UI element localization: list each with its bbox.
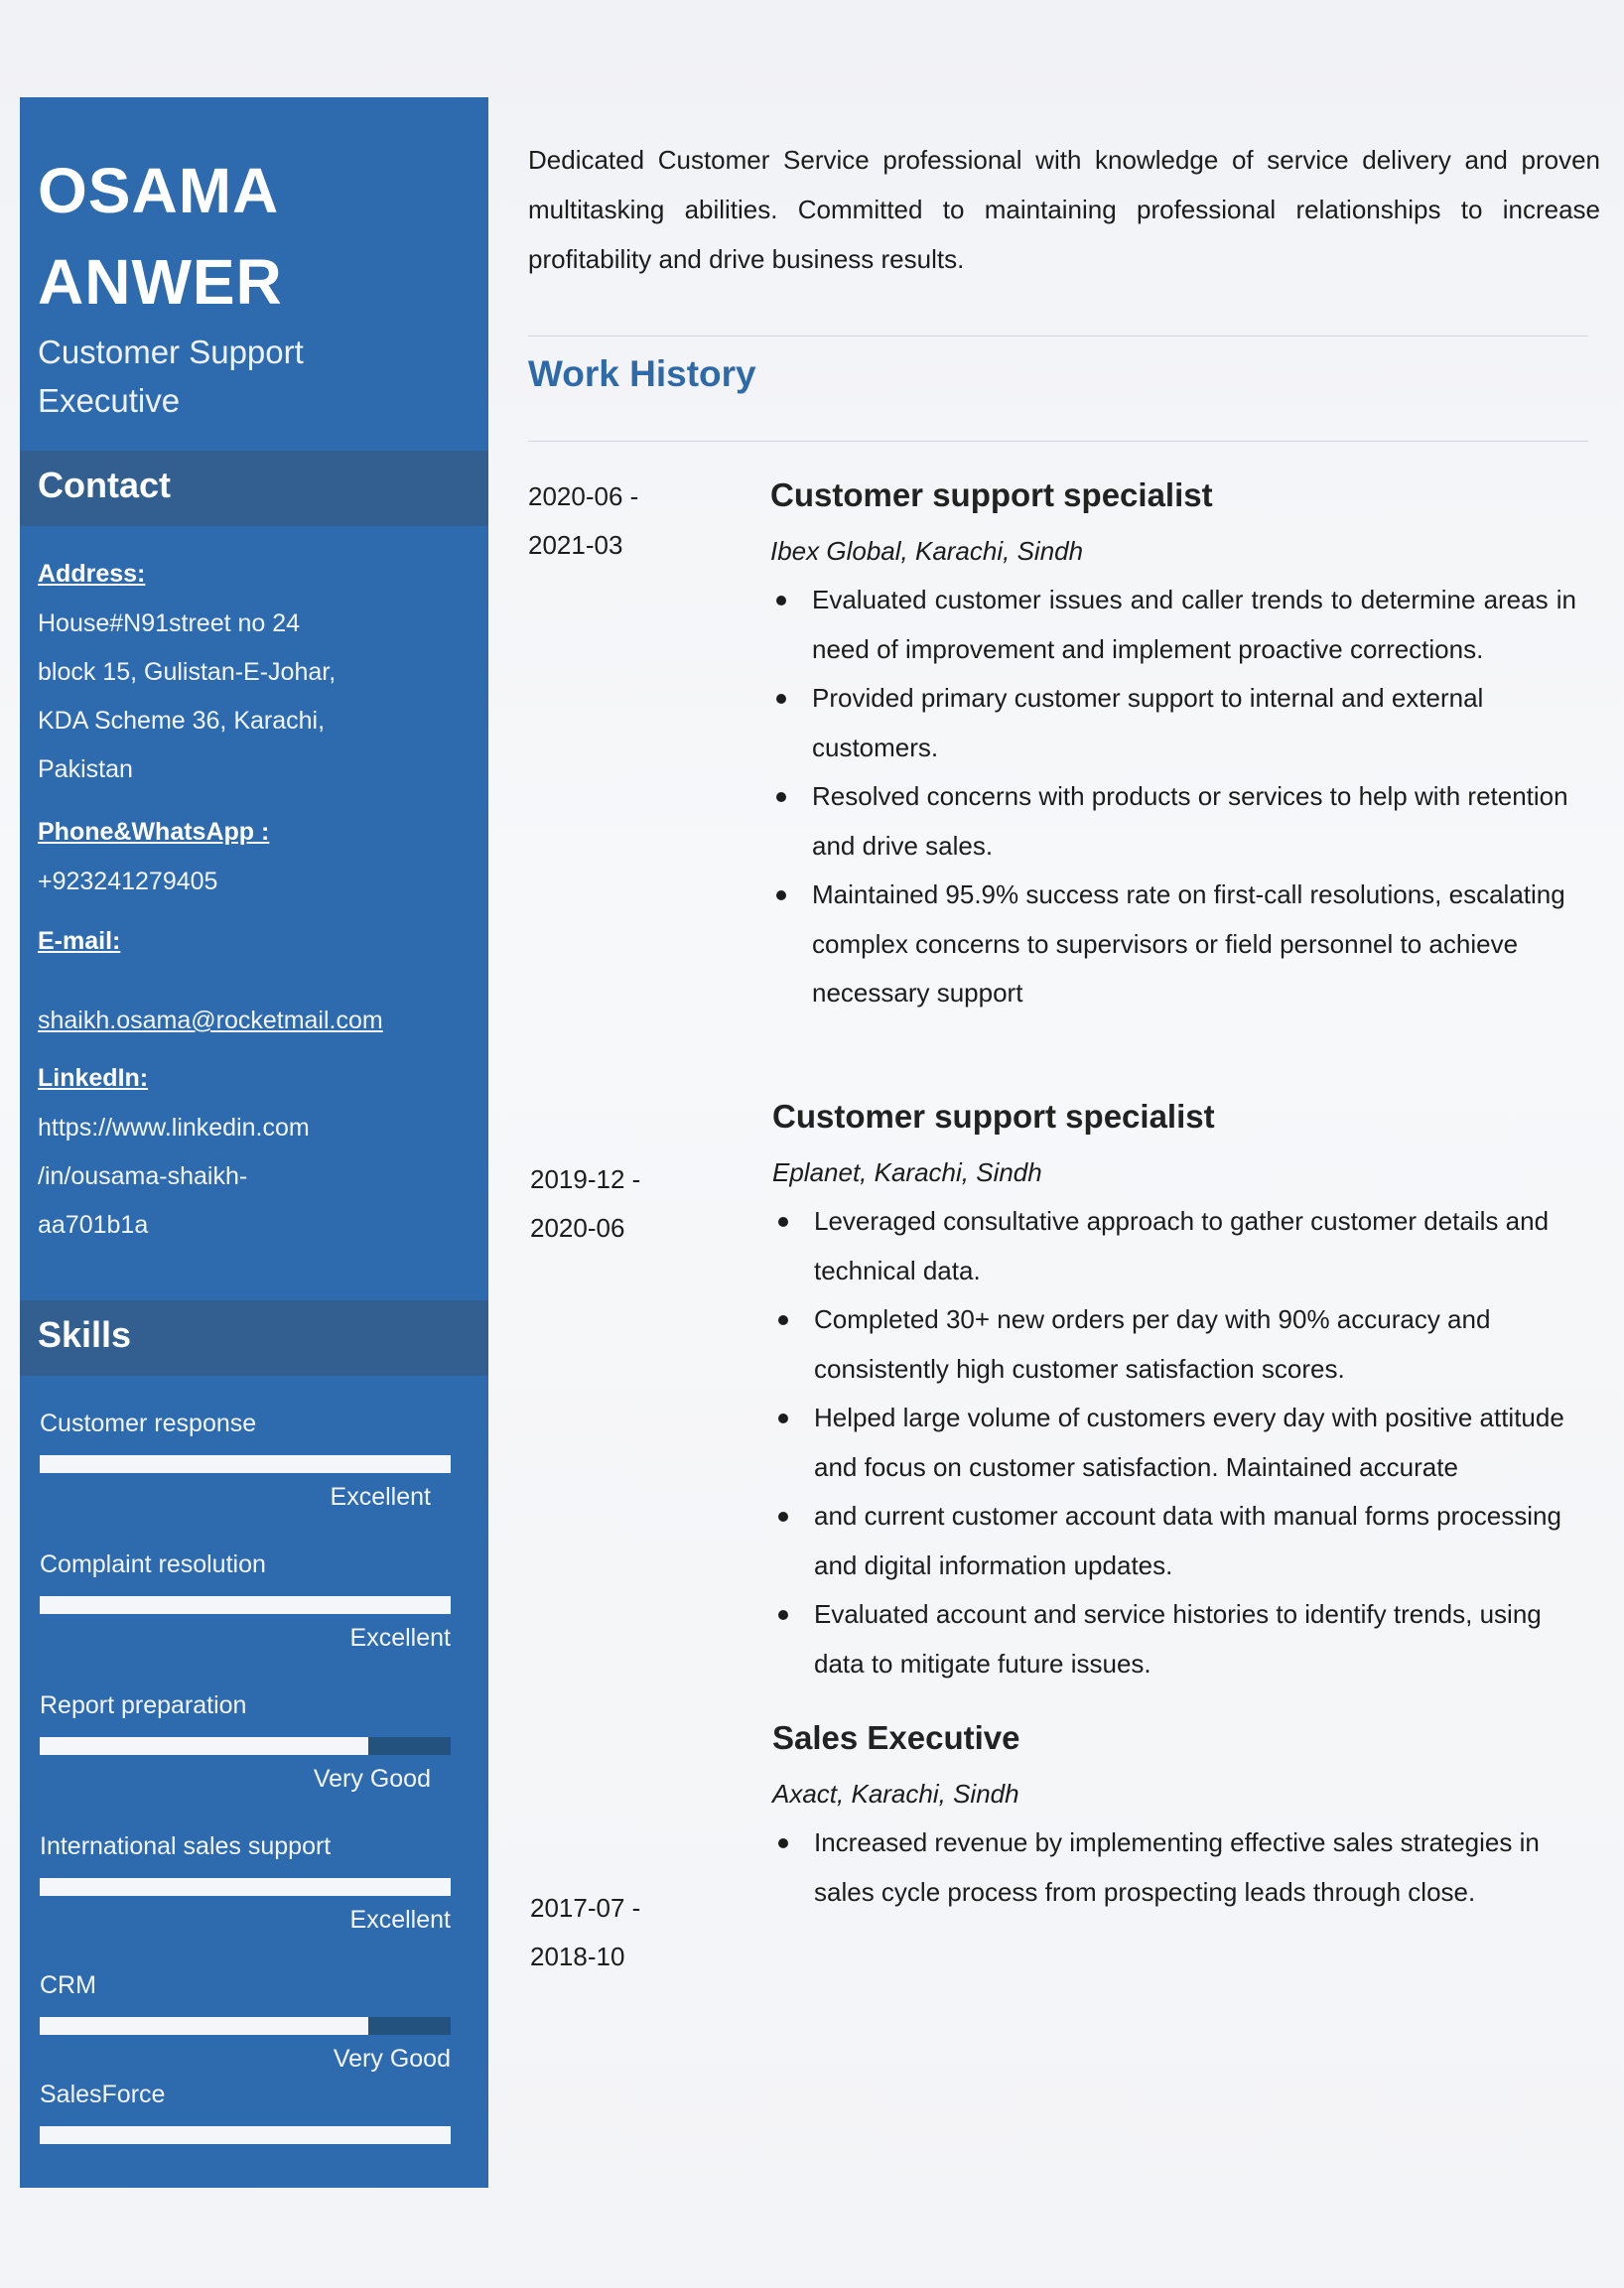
contact-heading: Contact: [38, 465, 171, 505]
list-item: Evaluated customer issues and caller trends to determine areas in need of improvement and implement proactive corrections.: [772, 576, 1576, 674]
skill-bar-fill: [40, 2017, 368, 2035]
skill-bar-fill: [40, 1596, 451, 1614]
divider: [528, 441, 1588, 442]
list-item: Completed 30+ new orders per day with 90% accuracy and consistently high customer satisfaction scores.: [774, 1295, 1598, 1394]
skill-bar: [40, 1596, 451, 1614]
professional-summary: Dedicated Customer Service professional with knowledge of service delivery and proven multitasking abilities. Committed to maintaining professional relationships to increase profitability and drive business results.: [528, 145, 1600, 274]
candidate-title: Customer Support Executive: [38, 334, 304, 419]
skills-heading: Skills: [38, 1314, 132, 1355]
list-item: Provided primary customer support to internal and external customers.: [772, 674, 1576, 772]
last-name: ANWER: [38, 246, 283, 318]
list-item: Resolved concerns with products or services to help with retention and drive sales.: [772, 772, 1576, 871]
work-history-heading: Work History: [528, 353, 756, 394]
job-company: Axact, Karachi, Sindh: [772, 1779, 1019, 1809]
phone-value: +923241279405: [38, 868, 218, 895]
skill-name: Complaint resolution: [40, 1550, 266, 1578]
skill-level: Very Good: [313, 1765, 431, 1793]
phone-label: Phone&WhatsApp :: [38, 818, 270, 846]
job-company: Eplanet, Karachi, Sindh: [772, 1157, 1042, 1187]
list-item: Leveraged consultative approach to gather customer details and technical data.: [774, 1197, 1598, 1295]
skill-name: CRM: [40, 1971, 96, 1999]
job-dates: 2019-12 - 2020-06: [530, 1164, 641, 1243]
job-bullets: [772, 576, 1576, 1018]
candidate-name: [38, 145, 283, 328]
skills-section-header: [20, 1300, 488, 1376]
first-name: OSAMA: [38, 155, 280, 226]
email-label: E-mail:: [38, 927, 121, 955]
job-bullets: [774, 1818, 1568, 1917]
job-title: Customer support specialist: [770, 476, 1213, 513]
skill-name: SalesForce: [40, 2081, 166, 2108]
skill-bar: [40, 1737, 451, 1755]
skill-name: Customer response: [40, 1410, 257, 1437]
job-title: Customer support specialist: [772, 1098, 1215, 1135]
skill-bar: [40, 2017, 451, 2035]
skill-name: Report preparation: [40, 1691, 247, 1719]
list-item: Helped large volume of customers every day with positive attitude and focus on customer satisfaction. Maintained accurate: [774, 1394, 1598, 1492]
skill-bar: [40, 1878, 451, 1896]
linkedin-link[interactable]: https://www.linkedin.com /in/ousama-shaikh- aa701b1a: [38, 1114, 310, 1239]
list-item: Evaluated account and service histories to identify trends, using data to mitigate future issues.: [774, 1590, 1598, 1688]
skill-bar-fill: [40, 1878, 451, 1896]
list-item: and current customer account data with manual forms processing and digital information updates.: [774, 1492, 1598, 1590]
list-item: Increased revenue by implementing effective sales strategies in sales cycle process from prospecting leads through close.: [774, 1818, 1568, 1917]
skill-bar: [40, 1455, 451, 1473]
skill-level: Very Good: [333, 2045, 451, 2073]
contact-section-header: [20, 451, 488, 526]
skill-level: Excellent: [349, 1624, 451, 1652]
skill-name: International sales support: [40, 1832, 332, 1860]
skill-level: Excellent: [349, 1906, 451, 1934]
email-link[interactable]: shaikh.osama@rocketmail.com: [38, 1007, 383, 1034]
skill-bar-fill: [40, 1455, 451, 1473]
skill-bar: [40, 2126, 451, 2144]
skill-level: Excellent: [330, 1483, 431, 1511]
skill-bar-fill: [40, 2126, 451, 2144]
job-title: Sales Executive: [772, 1719, 1020, 1756]
job-company: Ibex Global, Karachi, Sindh: [770, 536, 1084, 566]
job-dates: 2020-06 - 2021-03: [528, 481, 639, 560]
sidebar: [20, 97, 488, 2188]
address-label: Address:: [38, 560, 146, 588]
list-item: Maintained 95.9% success rate on first-call resolutions, escalating complex concerns to supervisors or field personnel to achieve necessary support: [772, 871, 1576, 1018]
skill-bar-fill: [40, 1737, 368, 1755]
address-value: House#N91street no 24 block 15, Gulistan-E-Johar, KDA Scheme 36, Karachi, Pakistan: [38, 609, 337, 783]
job-bullets: [774, 1197, 1598, 1688]
linkedin-label: LinkedIn:: [38, 1064, 149, 1092]
job-dates: 2017-07 - 2018-10: [530, 1893, 641, 1971]
